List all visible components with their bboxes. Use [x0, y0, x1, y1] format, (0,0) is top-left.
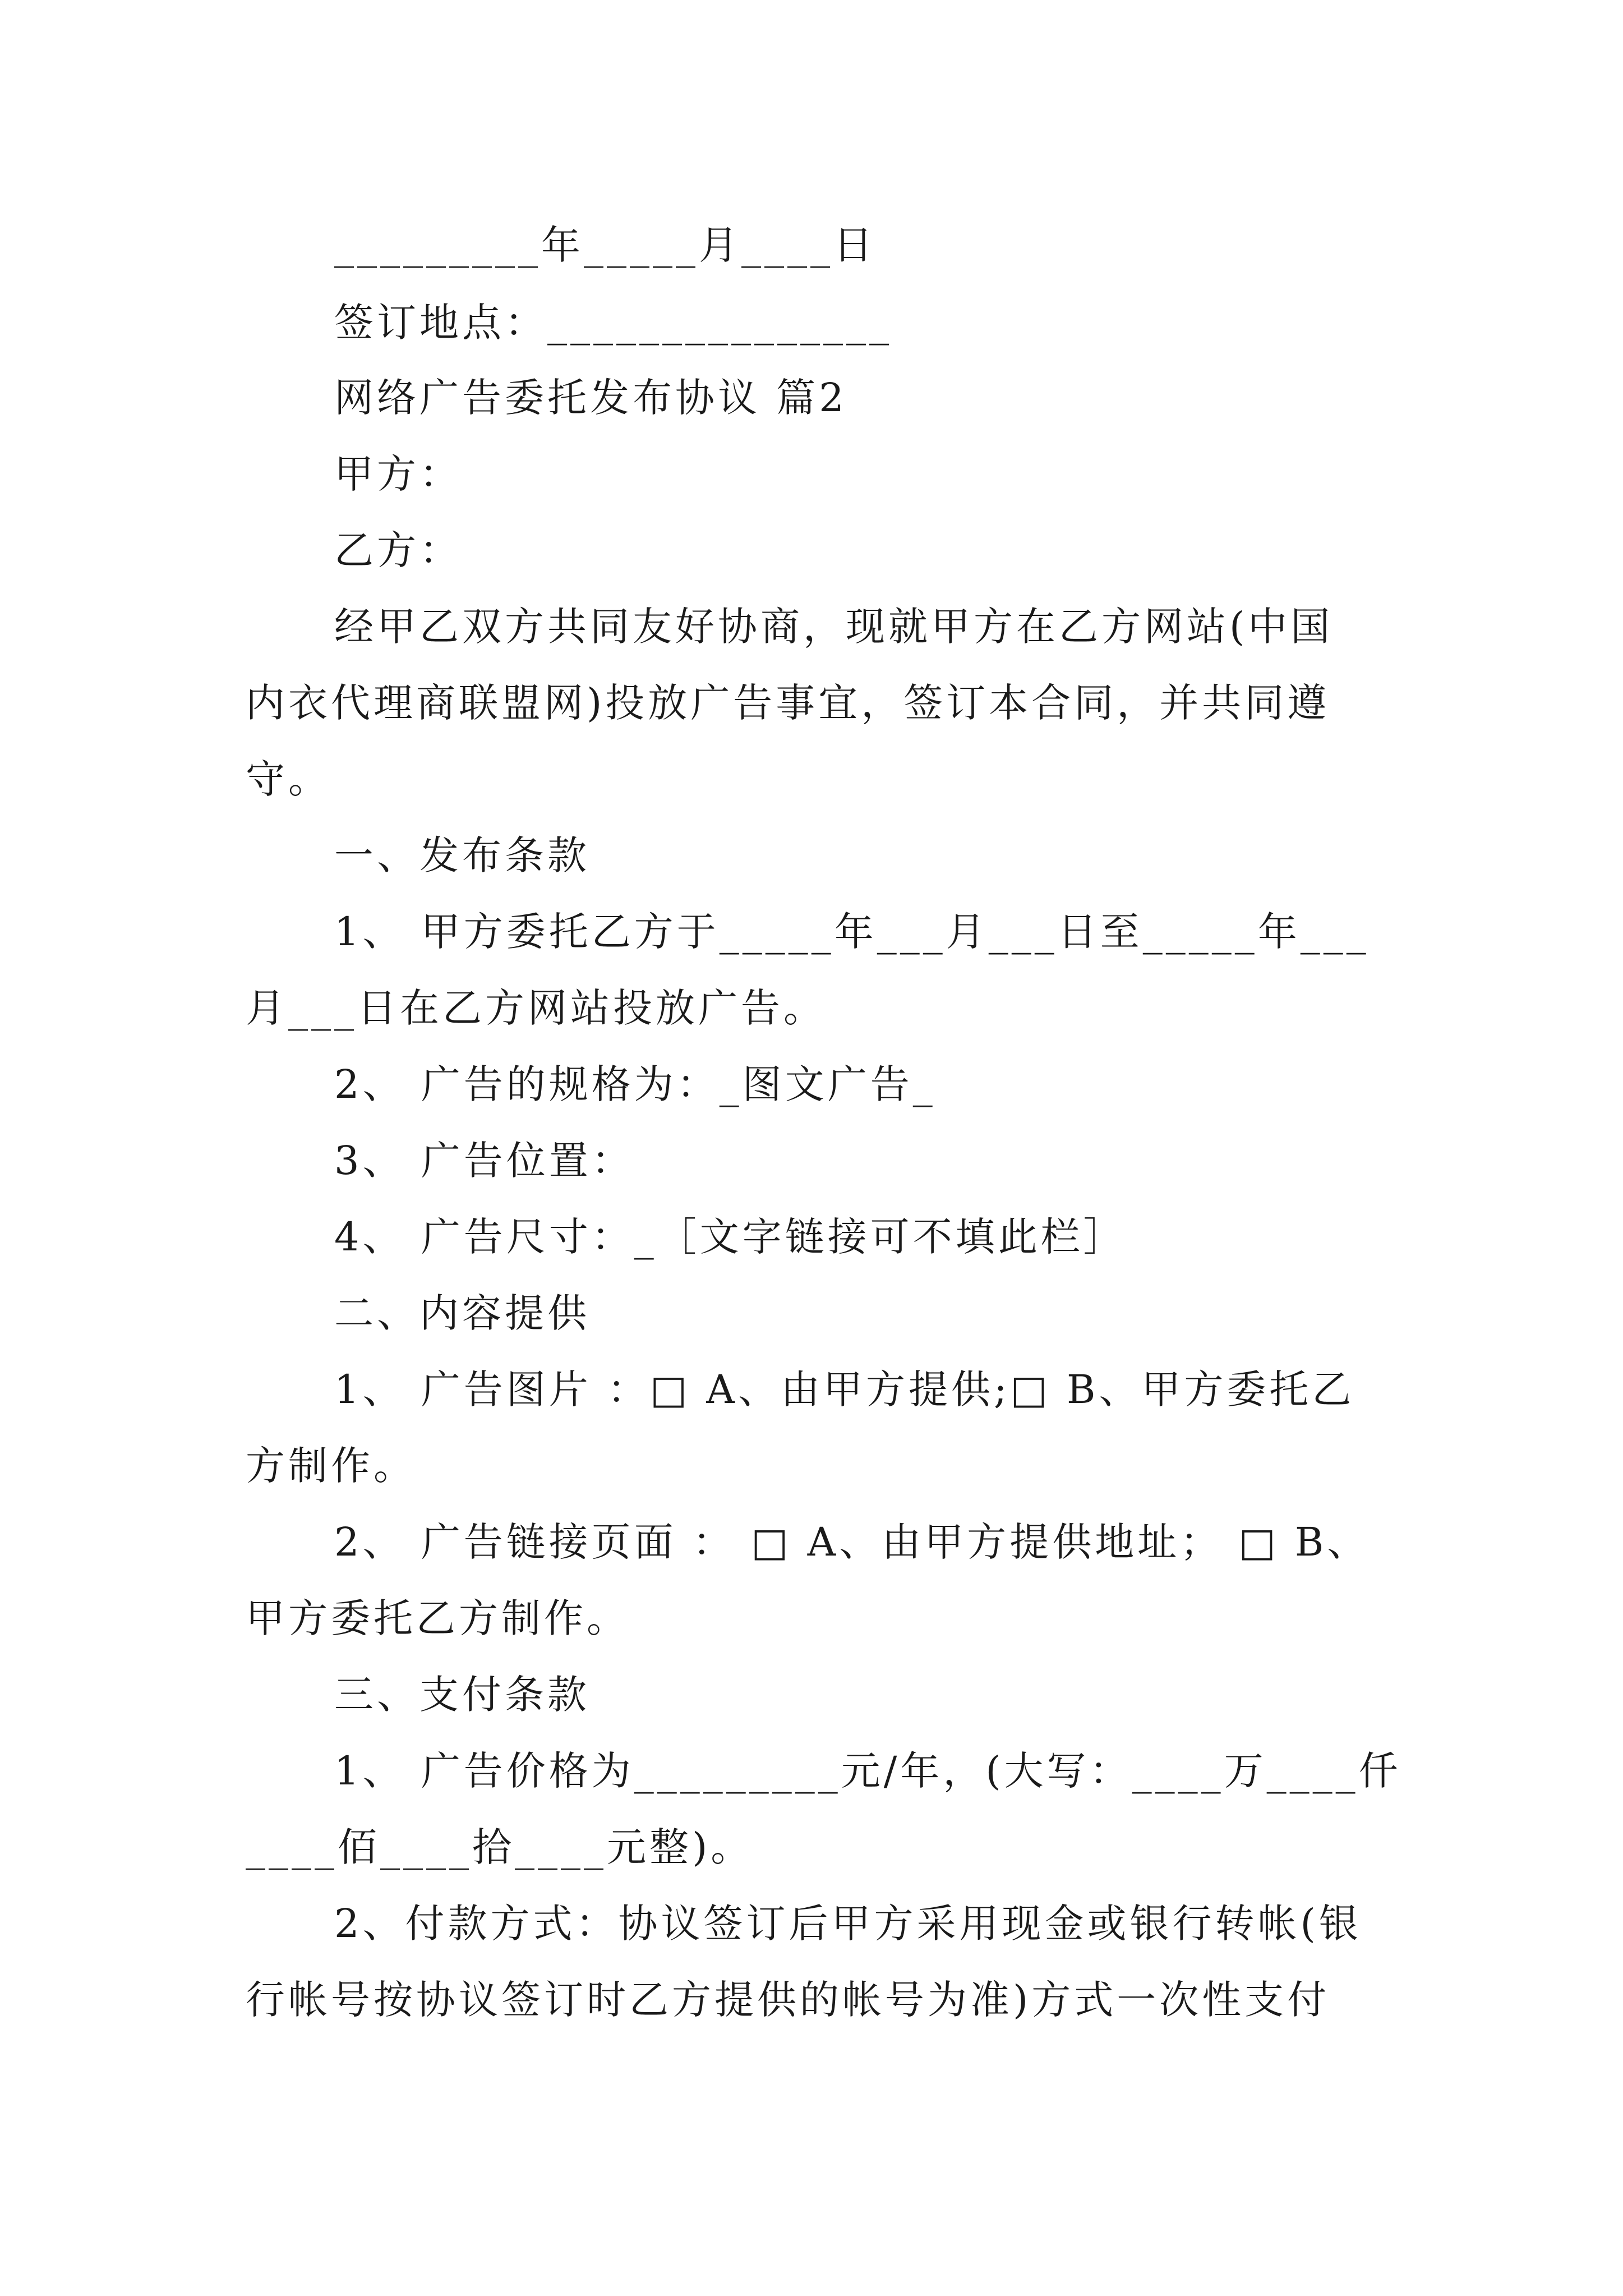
- clause-item: 月___日在乙方网站投放广告。: [246, 985, 826, 1031]
- clause-heading: 三、支付条款: [334, 1672, 590, 1718]
- clause-item: 方制作。: [246, 1443, 416, 1489]
- clause-item: 2、 广告的规格为：_图文广告_: [334, 1061, 936, 1107]
- clause-item: 4、 广告尺寸：_［文字链接可不填此栏］: [334, 1214, 1126, 1260]
- clause-heading: 一、发布条款: [334, 832, 590, 878]
- paragraph-line: 经甲乙双方共同友好协商，现就甲方在乙方网站(中国: [334, 604, 1334, 650]
- clause-item: ____佰____拾____元整)。: [246, 1824, 754, 1870]
- paragraph-line: 内衣代理商联盟网)投放广告事宜，签订本合同，并共同遵: [246, 680, 1330, 726]
- section-title: 网络广告委托发布协议 篇2: [334, 375, 847, 421]
- clause-item: 3、 广告位置：: [334, 1138, 634, 1184]
- clause-item: 行帐号按协议签订时乙方提供的帐号为准)方式一次性支付: [246, 1977, 1330, 2023]
- clause-item: 2、 广告链接页面 ： □ A、由甲方提供地址； □ B、: [334, 1519, 1370, 1565]
- clause-item: 甲方委托乙方制作。: [246, 1595, 629, 1641]
- party-b-line: 乙方：: [334, 527, 462, 573]
- clause-item: 2、付款方式：协议签订后甲方采用现金或银行转帐(银: [334, 1901, 1362, 1947]
- party-a-line: 甲方：: [334, 451, 462, 497]
- clause-heading: 二、内容提供: [334, 1290, 590, 1336]
- date-line: _________年_____月____日: [334, 222, 876, 268]
- clause-item: 1、 广告图片 ：□ A、由甲方提供;□ B、甲方委托乙: [334, 1366, 1355, 1412]
- clause-item: 1、 甲方委托乙方于_____年___月___日至_____年___: [334, 909, 1370, 955]
- paragraph-line: 守。: [246, 756, 331, 802]
- signing-place-line: 签订地点：_______________: [334, 300, 892, 346]
- clause-item: 1、 广告价格为_________元/年，(大写：____万____仟: [334, 1748, 1401, 1794]
